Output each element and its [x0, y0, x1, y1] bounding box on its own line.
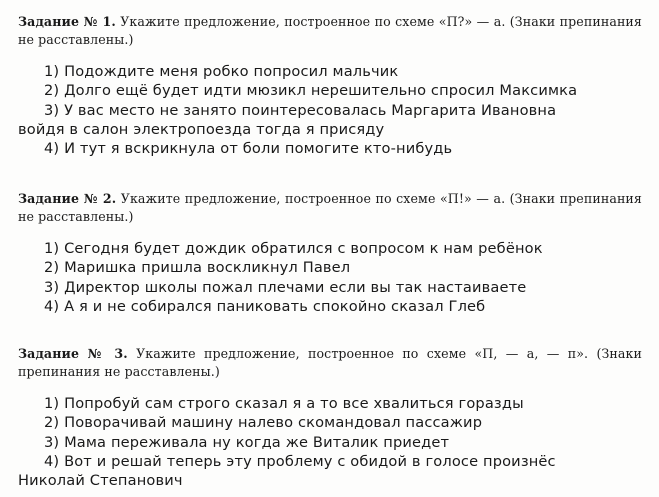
- task-1-options: [18, 62, 642, 158]
- task-2: [18, 190, 642, 316]
- option-text: 1) Подождите меня робко попросил мальчик: [44, 63, 399, 80]
- option-text: 3) У вас место не занято поинтересовалась Маргарита Ивановна: [44, 101, 557, 119]
- task-3-heading: [18, 345, 642, 381]
- task-2-label: Задание № 2.: [18, 191, 117, 206]
- option-text: 1) Попробуй сам строго сказал я а то все хвалиться горазды: [44, 395, 524, 412]
- option-text: 2) Долго ещё будет идти мюзикл нерешительно спросил Максимка: [44, 82, 578, 100]
- task-3-label: Задание № 3.: [18, 346, 128, 361]
- option-text: 2) Поворачивай машину налево скомандовал пассажир: [44, 414, 483, 432]
- task-3-option-1: [18, 394, 642, 413]
- option-text-continuation: Николай Степанович: [18, 472, 183, 490]
- task-3-instruction: Укажите предложение, построенное по схеме «П, — а, — п». (Знаки препинания не расставлены.): [18, 346, 642, 379]
- task-2-option-4: [18, 297, 642, 316]
- task-2-heading: [18, 190, 642, 226]
- option-text: 1) Сегодня будет дождик обратился с вопросом к нам ребёнок: [44, 240, 543, 257]
- task-1-option-3: [18, 101, 642, 140]
- option-text: 4) И тут я вскрикнула от боли помогите кто-нибудь: [44, 140, 453, 158]
- option-text: 3) Мама переживала ну когда же Виталик приедет: [44, 433, 450, 451]
- task-2-option-2: [18, 258, 642, 277]
- option-text: 3) Директор школы пожал плечами если вы так настаиваете: [44, 278, 527, 296]
- option-text: 2) Маришка пришла воскликнул Павел: [44, 259, 351, 277]
- option-text-continuation: войдя в салон электропоезда тогда я присяду: [18, 120, 385, 138]
- option-text: 4) Вот и решай теперь эту проблему с обидой в голосе произнёс: [44, 452, 556, 470]
- task-2-option-3: [18, 278, 642, 297]
- task-1-instruction: Укажите предложение, построенное по схеме «П?» — а. (Знаки препинания не расставлены.): [18, 14, 642, 47]
- task-3-option-3: [18, 433, 642, 452]
- task-1-option-4: [18, 139, 642, 158]
- task-3-option-4: [18, 452, 642, 491]
- task-2-instruction: Укажите предложение, построенное по схеме «П!» — а. (Знаки препинания не расставлены.): [18, 191, 642, 224]
- task-1-option-1: [18, 62, 642, 81]
- task-3: [18, 345, 642, 490]
- option-text: 4) А я и не собирался паниковать спокойно сказал Глеб: [44, 297, 486, 315]
- task-2-option-1: [18, 239, 642, 258]
- task-3-options: [18, 394, 642, 490]
- task-2-options: [18, 239, 642, 316]
- task-3-option-2: [18, 413, 642, 432]
- task-1: [18, 13, 642, 158]
- task-1-label: Задание № 1.: [18, 14, 116, 29]
- task-1-heading: [18, 13, 642, 49]
- task-1-option-2: [18, 81, 642, 100]
